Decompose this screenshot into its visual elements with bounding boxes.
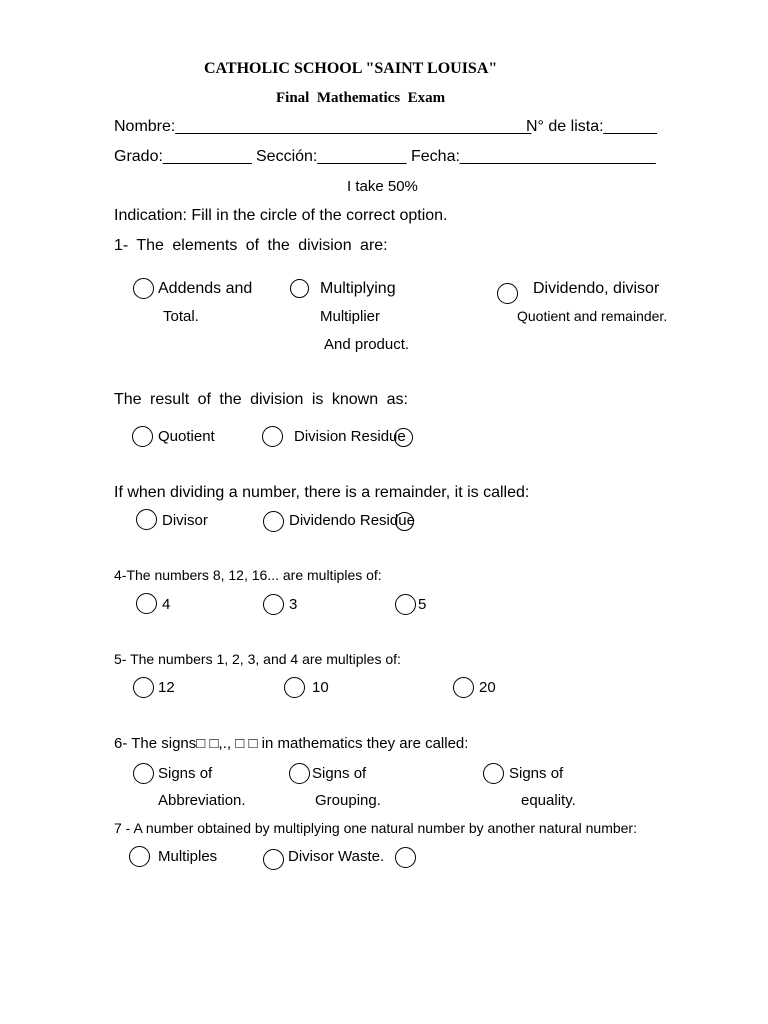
q1-option-a-label: Addends and — [158, 280, 253, 297]
seccion-field: Sección:__________ — [256, 148, 407, 165]
q1-option-c-label-2: Quotient and remainder. — [517, 308, 668, 324]
q4-option-c-label: 5 — [418, 596, 427, 613]
q6-option-b-label: Signs of — [312, 765, 367, 782]
q3-option-b-label: Dividendo Residue — [289, 512, 415, 529]
q6-option-b-label-2: Grouping. — [315, 792, 381, 809]
q1-option-b-label: Multiplying — [320, 280, 396, 297]
question-6-text: 6- The signs□ □,., □ □ in mathematics they are called: — [114, 735, 469, 752]
q3-option-b-radio[interactable] — [263, 511, 284, 532]
q4-option-c-radio[interactable] — [395, 594, 416, 615]
q7-option-a-label: Multiples — [158, 848, 218, 865]
question-3-text: If when dividing a number, there is a remainder, it is called: — [114, 484, 530, 501]
q6-option-c-label: Signs of — [509, 765, 564, 782]
grado-field: Grado:__________ — [114, 148, 252, 165]
fecha-field: Fecha:______________________ — [411, 148, 656, 165]
school-name: CATHOLIC SCHOOL "SAINT LOUISA" — [204, 60, 498, 77]
q7-option-b-radio[interactable] — [263, 849, 284, 870]
q4-option-a-label: 4 — [162, 596, 171, 613]
weight-label: I take 50% — [347, 178, 418, 195]
q5-option-c-label: 20 — [479, 679, 496, 696]
q2-option-c-radio[interactable] — [394, 428, 413, 447]
q2-option-a-label: Quotient — [158, 428, 215, 445]
question-4-text: 4-The numbers 8, 12, 16... are multiples of: — [114, 567, 382, 583]
q1-option-a-radio[interactable] — [133, 278, 154, 299]
q7-option-c-radio[interactable] — [395, 847, 416, 868]
q2-option-a-radio[interactable] — [132, 426, 153, 447]
q3-option-a-label: Divisor — [162, 512, 208, 529]
question-2-text: The result of the division is known as: — [114, 391, 408, 408]
q7-option-b-label: Divisor Waste. — [288, 848, 385, 865]
q5-option-b-radio[interactable] — [284, 677, 305, 698]
q5-option-a-label: 12 — [158, 679, 175, 696]
indication-text: Indication: Fill in the circle of the correct option. — [114, 207, 448, 224]
q1-option-c-radio[interactable] — [497, 283, 518, 304]
exam-title: Final Mathematics Exam — [276, 90, 446, 106]
question-5-text: 5- The numbers 1, 2, 3, and 4 are multiples of: — [114, 651, 401, 667]
q1-option-a-label-2: Total. — [163, 308, 199, 325]
lista-field: N° de lista:______ — [526, 118, 657, 135]
q4-option-b-radio[interactable] — [263, 594, 284, 615]
q6-option-a-label-2: Abbreviation. — [158, 792, 246, 809]
question-1-text: 1- The elements of the division are: — [114, 237, 388, 254]
q6-option-a-radio[interactable] — [133, 763, 154, 784]
q1-option-b-radio[interactable] — [290, 279, 309, 298]
q7-option-a-radio[interactable] — [129, 846, 150, 867]
q1-option-b-label-2: Multiplier — [320, 308, 381, 325]
q5-option-b-label: 10 — [312, 679, 329, 696]
q1-option-b-label-3: And product. — [324, 336, 410, 353]
q5-option-a-radio[interactable] — [133, 677, 154, 698]
q6-option-c-radio[interactable] — [483, 763, 504, 784]
q2-option-b-radio[interactable] — [262, 426, 283, 447]
q6-option-a-label: Signs of — [158, 765, 213, 782]
q5-option-c-radio[interactable] — [453, 677, 474, 698]
q1-option-c-label: Dividendo, divisor — [533, 280, 660, 297]
q3-option-a-radio[interactable] — [136, 509, 157, 530]
q2-option-b-label: Division Residue — [294, 428, 406, 445]
nombre-field: Nombre:________________________________________ — [114, 118, 532, 135]
q4-option-a-radio[interactable] — [136, 593, 157, 614]
q3-option-c-radio[interactable] — [395, 512, 414, 531]
q4-option-b-label: 3 — [289, 596, 298, 613]
q6-option-b-radio[interactable] — [289, 763, 310, 784]
question-7-text: 7 - A number obtained by multiplying one natural number by another natural number: — [114, 820, 637, 836]
q6-option-c-label-2: equality. — [521, 792, 576, 809]
